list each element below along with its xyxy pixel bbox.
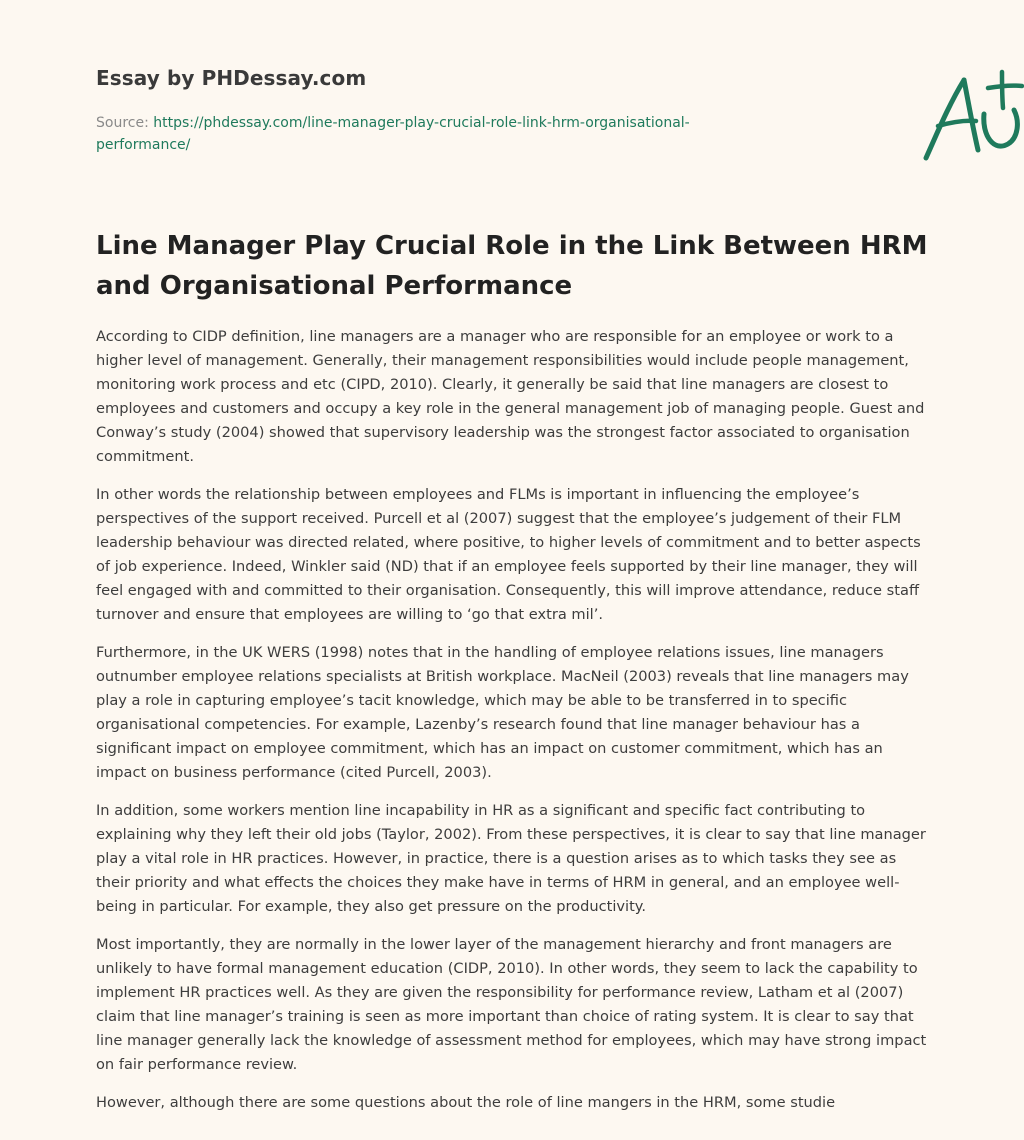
source-link[interactable]: https://phdessay.com/line-manager-play-crucial-role-link-hrm-organisational-performance/ xyxy=(96,115,690,153)
paragraph: Most importantly, they are normally in the lower layer of the management hierarchy and front managers are unlikely to have formal management education (CIDP, 2010). In other words, they seem to lack the capability to implement HR practices well. As they are given the responsibility for performance review, Latham et al (2007) claim that line manager’s training is seen as more important than choice of rating system. It is clear to say that line manager generally lack the knowledge of assessment method for employees, which may have strong impact on fair performance review. xyxy=(96,936,927,1073)
paragraph: In addition, some workers mention line incapability in HR as a significant and specific fact contributing to explaining why they left their old jobs (Taylor, 2002). From these perspectives, it is clear to say that line manager play a vital role in HR practices. However, in practice, there is a question arises as to which tasks they see as their priority and what effects the choices they make have in terms of HRM in general, and an employee well-being in particular. For example, they also get pressure on the productivity. xyxy=(96,802,926,915)
article-title: Line Manager Play Crucial Role in the Link Between HRM and Organisational Performance xyxy=(96,231,928,301)
source-line xyxy=(96,112,776,156)
paragraph: Furthermore, in the UK WERS (1998) notes that in the handling of employee relations issues, line managers outnumber employee relations specialists at British workplace. MacNeil (2003) reveals that line managers may play a role in capturing employee’s tacit knowledge, which may be able to be transferred in to specific organisational competencies. For example, Lazenby’s research found that line manager behaviour has a significant impact on employee commitment, which has an impact on customer commitment, which has an impact on business performance (cited Purcell, 2003). xyxy=(96,644,909,781)
paragraph: However, although there are some questions about the role of line mangers in the HRM, some studie xyxy=(96,1094,836,1111)
paragraph: According to CIDP definition, line managers are a manager who are responsible for an employee or work to a higher level of management. Generally, their management responsibilities would include people management, monitoring work process and etc (CIPD, 2010). Clearly, it generally be said that line managers are closest to employees and customers and occupy a key role in the general management job of managing people. Guest and Conway’s study (2004) showed that supervisory leadership was the strongest factor associated to organisation commitment. xyxy=(96,328,925,465)
article-body xyxy=(96,325,928,1129)
source-label: Source: xyxy=(96,115,149,131)
paragraph: In other words the relationship between employees and FLMs is important in influencing the employee’s perspectives of the support received. Purcell et al (2007) suggest that the employee’s judgement of their FLM leadership behaviour was directed related, where positive, to higher levels of commitment and to better aspects of job experience. Indeed, Winkler said (ND) that if an employee feels supported by their line manager, they will feel engaged with and committed to their organisation. Consequently, this will improve attendance, reduce staff turnover and ensure that employees are willing to ‘go that extra mil’. xyxy=(96,486,921,623)
site-brand: Essay by PHDessay.com xyxy=(96,66,367,90)
a-plus-grade-icon xyxy=(918,66,1024,166)
